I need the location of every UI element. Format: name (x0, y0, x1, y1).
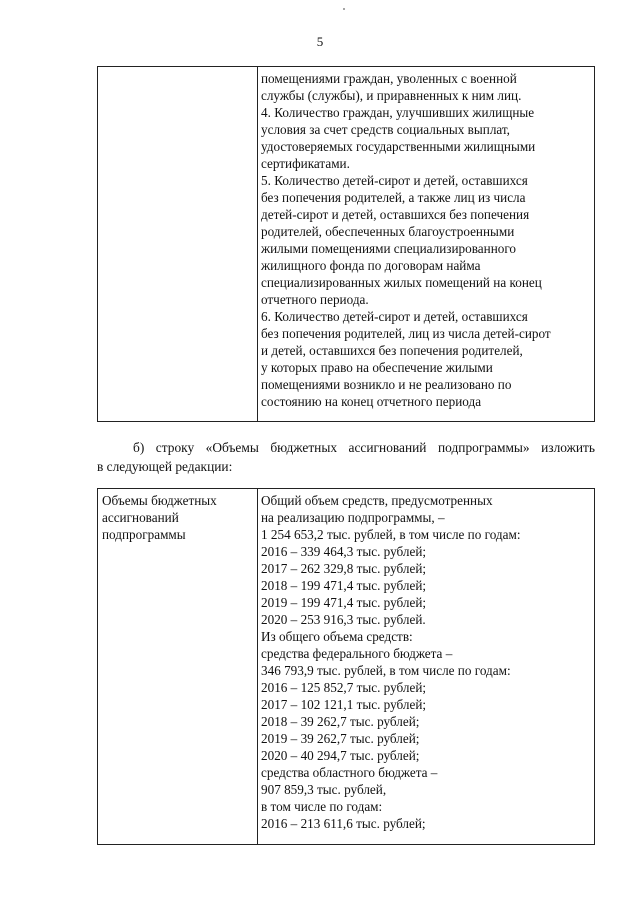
indicators-cell (261, 70, 594, 410)
budget-table (97, 488, 595, 845)
budget-content-cell (261, 492, 594, 832)
text-line: помещениями возникло и не реализовано по (261, 377, 512, 392)
text-line: удостоверяемых государственными жилищными (261, 139, 536, 154)
amendment-paragraph (97, 438, 595, 476)
text-line: 2019 – 199 471,4 тыс. рублей; (261, 595, 427, 610)
text-line: отчетного периода. (261, 292, 369, 307)
text-line: подпрограммы (102, 527, 186, 542)
text-line: состоянию на конец отчетного периода (261, 394, 482, 409)
text-line: без попечения родителей, лиц из числа детей-сирот (261, 326, 551, 341)
text-line: специализированных жилых помещений на конец (261, 275, 542, 290)
column-divider (257, 489, 258, 844)
text-line: 2016 – 125 852,7 тыс. рублей; (261, 680, 427, 695)
text-line: Объемы бюджетных (102, 493, 217, 508)
text-line: в том числе по годам: (261, 799, 383, 814)
text-line: 907 859,3 тыс. рублей, (261, 782, 387, 797)
text-line: на реализацию подпрограммы, – (261, 510, 445, 525)
text-line: помещениями граждан, уволенных с военной (261, 71, 517, 86)
text-line: 2019 – 39 262,7 тыс. рублей; (261, 731, 420, 746)
text-line: 5. Количество детей-сирот и детей, оставшихся (261, 173, 528, 188)
text-line: средства областного бюджета – (261, 765, 438, 780)
text-line: ассигнований (102, 510, 179, 525)
text-line: 2017 – 262 329,8 тыс. рублей; (261, 561, 427, 576)
indicators-table (97, 66, 595, 422)
text-line: 2018 – 39 262,7 тыс. рублей; (261, 714, 420, 729)
text-line: сертификатами. (261, 156, 350, 171)
text-line: 2016 – 339 464,3 тыс. рублей; (261, 544, 427, 559)
budget-label-cell (102, 492, 254, 543)
text-line: Из общего объема средств: (261, 629, 413, 644)
text-line: и детей, оставшихся без попечения родителей, (261, 343, 523, 358)
text-line: 4. Количество граждан, улучшивших жилищные (261, 105, 535, 120)
text-line: 2020 – 40 294,7 тыс. рублей; (261, 748, 420, 763)
text-line: средства федерального бюджета – (261, 646, 453, 661)
text-line: жилыми помещениями специализированного (261, 241, 517, 256)
text-line: 6. Количество детей-сирот и детей, оставшихся (261, 309, 528, 324)
text-line: жилищного фонда по договорам найма (261, 258, 481, 273)
column-divider (257, 67, 258, 421)
text-line: 2016 – 213 611,6 тыс. рублей; (261, 816, 426, 831)
text-line: 2020 – 253 916,3 тыс. рублей. (261, 612, 426, 627)
paragraph-line: б) строку «Объемы бюджетных ассигнований подпрограммы» изложить (133, 440, 595, 455)
text-line: детей-сирот и детей, оставшихся без попечения (261, 207, 530, 222)
page-number: 5 (316, 34, 324, 49)
text-line: условия за счет средств социальных выплат, (261, 122, 510, 137)
text-line: 2018 – 199 471,4 тыс. рублей; (261, 578, 427, 593)
text-line: Общий объем средств, предусмотренных (261, 493, 493, 508)
text-line: родителей, обеспеченных благоустроенными (261, 224, 515, 239)
text-line: 346 793,9 тыс. рублей, в том числе по годам: (261, 663, 511, 678)
text-line: у которых право на обеспечение жилыми (261, 360, 493, 375)
text-line: службы (службы), и приравненных к ним лиц. (261, 88, 522, 103)
paragraph-line: в следующей редакции: (97, 459, 233, 474)
text-line: 2017 – 102 121,1 тыс. рублей; (261, 697, 427, 712)
text-line: без попечения родителей, а также лиц из числа (261, 190, 526, 205)
text-line: 1 254 653,2 тыс. рублей, в том числе по годам: (261, 527, 521, 542)
scan-speck (343, 8, 345, 10)
